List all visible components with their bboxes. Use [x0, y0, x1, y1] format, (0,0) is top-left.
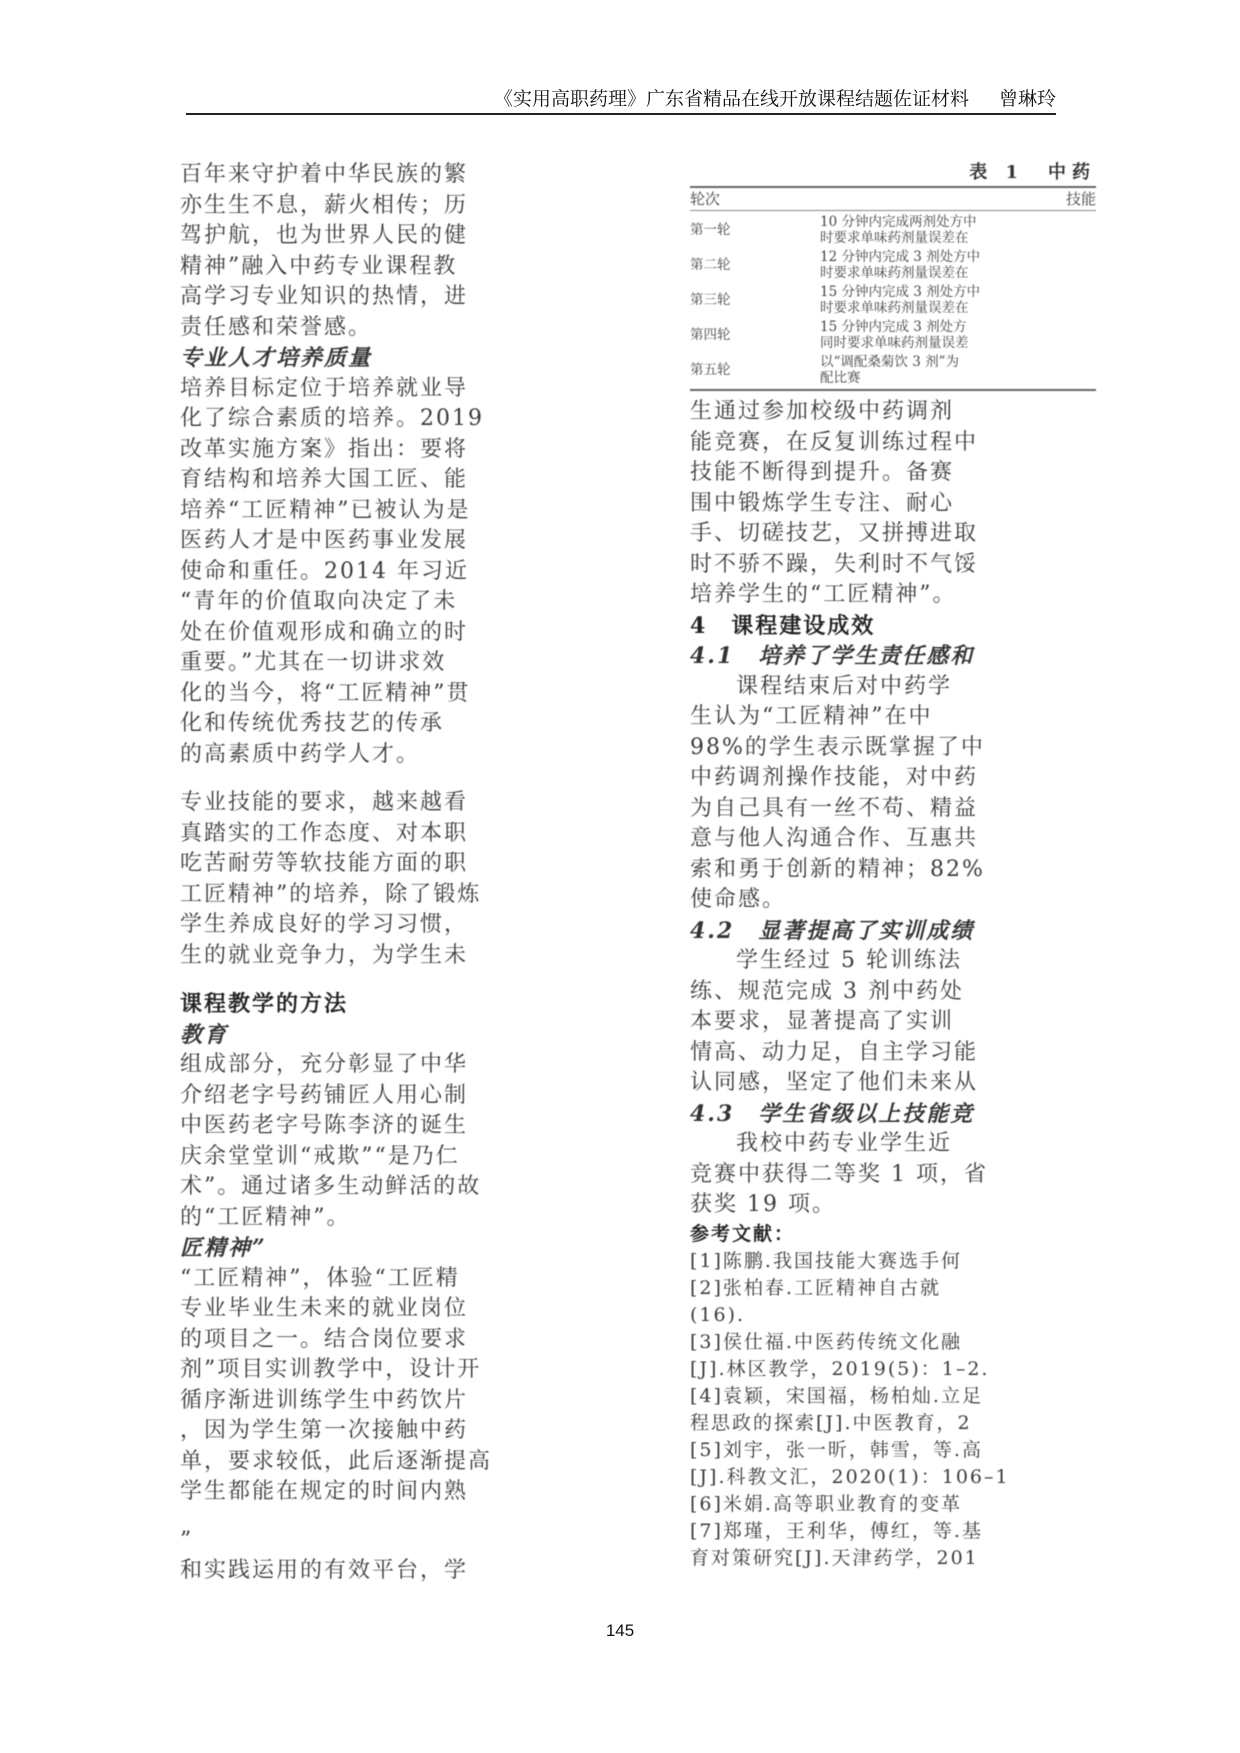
table-cell-skill	[820, 354, 1096, 386]
right-line: 课程结束后对中药学	[736, 673, 953, 699]
left-line: 组成部分，充分彰显了中华	[180, 1052, 469, 1077]
skill-table	[690, 160, 1096, 391]
right-line: 练、规范完成 3 剂中药处	[690, 978, 964, 1004]
left-line: 和实践运用的有效平台，学	[180, 1558, 469, 1583]
left-line: 专业人才培养质量	[180, 345, 373, 371]
table-cell-skill-line: 15 分钟内完成 3 剂处方	[820, 319, 967, 335]
table-cell-skill	[820, 319, 1096, 351]
reference-item: [5]刘宇，张一昕，韩雪，等.高	[690, 1438, 983, 1461]
references-heading: 参考文献：	[690, 1222, 796, 1245]
right-line: 中药调剂操作技能，对中药	[690, 765, 979, 790]
table-row	[690, 319, 1096, 351]
right-line: 4.3 学生省级以上技能竞	[690, 1100, 975, 1127]
right-line: 认同感，坚定了他们未来从	[690, 1070, 979, 1095]
left-line: 使命和重任。2014 年习近	[180, 558, 469, 584]
left-line: 培养“工匠精神”已被认为是	[180, 497, 471, 523]
table-bottom-rule	[690, 389, 1096, 391]
right-line: 索和勇于创新的精神；82%	[690, 856, 985, 882]
left-line: 化了综合素质的培养。2019	[180, 406, 484, 431]
left-text-column	[180, 160, 600, 1587]
table-header-skill: 技能	[1065, 190, 1096, 208]
reference-item: [J].科教文汇，2020(1)：106–1	[690, 1465, 1010, 1488]
page-number: 145	[605, 1621, 635, 1640]
left-line: ，因为学生第一次接触中药	[180, 1418, 469, 1443]
table-header-rule	[690, 210, 1096, 211]
references	[690, 1221, 1096, 1572]
right-line: 4 课程建设成效	[690, 612, 876, 639]
reference-item: 程思政的探索[J].中医教育，2	[690, 1411, 972, 1434]
left-line: 医药人才是中医药事业发展	[180, 528, 469, 553]
right-line: 时不骄不躁，失利时不气馁	[690, 551, 979, 577]
left-line: 专业毕业生未来的就业岗位	[180, 1296, 469, 1321]
left-line: 精神”融入中药专业课程教	[180, 253, 458, 279]
left-line: 百年来守护着中华民族的繁	[180, 162, 469, 187]
table-row	[690, 214, 1096, 246]
table-row	[690, 284, 1096, 316]
left-line: 改革实施方案》指出：要将	[180, 436, 469, 462]
table-cell-skill-line: 时要求单味药剂量误差在	[820, 300, 969, 316]
reference-item: [6]米娟.高等职业教育的变革	[690, 1492, 962, 1515]
left-line: 培养目标定位于培养就业导	[180, 375, 469, 401]
header-title: 《实用高职药理》广东省精品在线开放课程结题佐证材料	[493, 88, 969, 110]
reference-item: [4]袁颖，宋国福，杨柏灿.立足	[690, 1384, 983, 1407]
right-line: 使命感。	[690, 887, 787, 912]
scanned-article	[180, 160, 1096, 1583]
table-cell-skill-line: 15 分钟内完成 3 剂处方中	[820, 284, 981, 300]
left-line: 真踏实的工作态度、对本职	[180, 820, 469, 846]
left-line: ”	[180, 1527, 194, 1553]
left-line: 的“工匠精神”。	[180, 1204, 351, 1230]
table-cell-round: 第一轮	[690, 222, 731, 238]
left-line: 工匠精神”的培养，除了锻炼	[180, 881, 482, 907]
left-line: 匠精神”	[180, 1235, 267, 1261]
table-cell-skill-line: 时要求单味药剂量误差在	[820, 265, 969, 281]
left-line: 高学习专业知识的热情，进	[180, 284, 469, 309]
table-header-row	[690, 188, 1096, 210]
table-header-round: 轮次	[690, 190, 721, 208]
right-line: 围中锻炼学生专注、耐心	[690, 490, 955, 516]
reference-item: (16).	[690, 1303, 746, 1326]
left-line: 学生都能在规定的时间内熟	[180, 1479, 469, 1504]
left-line: 介绍老字号药铺匠人用心制	[180, 1082, 469, 1108]
left-line: 亦生生不息，薪火相传；历	[180, 192, 469, 218]
reference-item: [1]陈鹏.我国技能大赛选手何	[690, 1249, 962, 1272]
right-line: 4.1 培养了学生责任感和	[690, 643, 975, 669]
table-cell-skill	[820, 249, 1096, 281]
right-line: 情高、动力足，自主学习能	[690, 1039, 979, 1065]
left-line: 单，要求较低，此后逐渐提高	[180, 1448, 493, 1474]
reference-item: [7]郑瑾，王利华，傅红，等.基	[690, 1519, 983, 1542]
left-line: 专业技能的要求，越来越看	[180, 790, 469, 815]
left-line: 吃苦耐劳等软技能方面的职	[180, 851, 469, 876]
table-cell-round: 第三轮	[690, 292, 731, 308]
left-line: 学生养成良好的学习习惯，	[180, 912, 469, 937]
left-line	[180, 1508, 600, 1526]
table-cell-round: 第四轮	[690, 327, 731, 343]
table-row	[690, 354, 1096, 386]
references-list	[690, 1248, 1096, 1572]
left-line	[180, 770, 600, 788]
left-line: 重要。”尤其在一切讲求效	[180, 650, 447, 675]
left-line: 中医药老字号陈李济的诞生	[180, 1113, 469, 1138]
reference-item: [J].林区教学，2019(5)：1–2.	[690, 1357, 990, 1380]
reference-item: [3]侯仕福.中医药传统文化融	[690, 1330, 962, 1353]
right-line: 为自己具有一丝不苟、精益	[690, 795, 979, 821]
table-cell-skill	[820, 214, 1096, 246]
table-cell-skill-line: 10 分钟内完成两剂处方中	[820, 214, 977, 230]
left-line: 育结构和培养大国工匠、能	[180, 467, 469, 492]
left-line: 教育	[180, 1021, 229, 1048]
table-cell-round: 第五轮	[690, 362, 731, 378]
right-line: 生认为“工匠精神”在中	[690, 704, 933, 729]
right-line: 手、切磋技艺，又拼搏进取	[690, 521, 979, 546]
left-line: 课程教学的方法	[180, 991, 349, 1017]
left-line: 术”。通过诸多生动鲜活的故	[180, 1174, 482, 1199]
left-line: 处在价值观形成和确立的时	[180, 619, 469, 645]
left-line: 庆余堂堂训“戒欺”“是乃仁	[180, 1143, 460, 1169]
left-line: 化的当今，将“工匠精神”贯	[180, 680, 471, 706]
reference-item: [2]张柏春.工匠精神自古就	[690, 1276, 941, 1299]
left-line: “青年的价值取向决定了未	[180, 589, 458, 614]
table-row	[690, 249, 1096, 281]
right-line: 98%的学生表示既掌握了中	[690, 734, 985, 760]
table-cell-skill-line: 12 分钟内完成 3 剂处方中	[820, 249, 981, 265]
right-text-column	[690, 160, 1096, 1572]
right-line: 生通过参加校级中药调剂	[690, 399, 955, 424]
table-cell-skill-line: 时要求单味药剂量误差在	[820, 230, 969, 246]
reference-item: 育对策研究[J].天津药学，201	[690, 1546, 979, 1569]
right-line: 获奖 19 项。	[690, 1192, 836, 1217]
left-line: 驾护航，也为世界人民的健	[180, 223, 469, 248]
table-cell-skill	[820, 284, 1096, 316]
table-cell-skill-line: 配比赛	[820, 370, 861, 386]
left-line: 的项目之一。结合岗位要求	[180, 1326, 469, 1352]
right-line: 本要求，显著提高了实训	[690, 1009, 955, 1034]
left-line: 循序渐进训练学生中药饮片	[180, 1387, 469, 1413]
left-line: 生的就业竞争力，为学生未	[180, 942, 469, 968]
left-line: 剂”项目实训教学中，设计开	[180, 1357, 482, 1382]
left-line: 化和传统优秀技艺的传承	[180, 711, 445, 736]
document-header	[186, 84, 1056, 111]
table-cell-skill-line: 同时要求单味药剂量误差	[820, 335, 969, 351]
left-line	[180, 971, 600, 989]
right-body-text	[690, 397, 1096, 1221]
header-rule	[186, 113, 1056, 115]
table-cell-skill-line: 以“调配桑菊饮 3 剂”为	[820, 354, 959, 370]
right-line: 学生经过 5 轮训练法	[736, 948, 962, 973]
right-line: 能竞赛，在反复训练过程中	[690, 429, 979, 455]
header-author: 曾琳玲	[998, 88, 1056, 110]
table-title: 表 1 中药	[969, 162, 1096, 183]
right-line: 技能不断得到提升。备赛	[690, 460, 955, 485]
left-line: 责任感和荣誉感。	[180, 314, 373, 340]
right-line: 4.2 显著提高了实训成绩	[690, 917, 975, 944]
right-line: 我校中药专业学生近	[736, 1131, 953, 1156]
left-line: “工匠精神”，体验“工匠精	[180, 1265, 460, 1291]
table-body	[690, 214, 1096, 386]
table-cell-round: 第二轮	[690, 257, 731, 273]
right-line: 意与他人沟通合作、互惠共	[690, 826, 979, 851]
left-line: 的高素质中药学人才。	[180, 741, 421, 767]
right-line: 培养学生的“工匠精神”。	[690, 582, 957, 607]
right-line: 竞赛中获得二等奖 1 项，省	[690, 1161, 988, 1187]
